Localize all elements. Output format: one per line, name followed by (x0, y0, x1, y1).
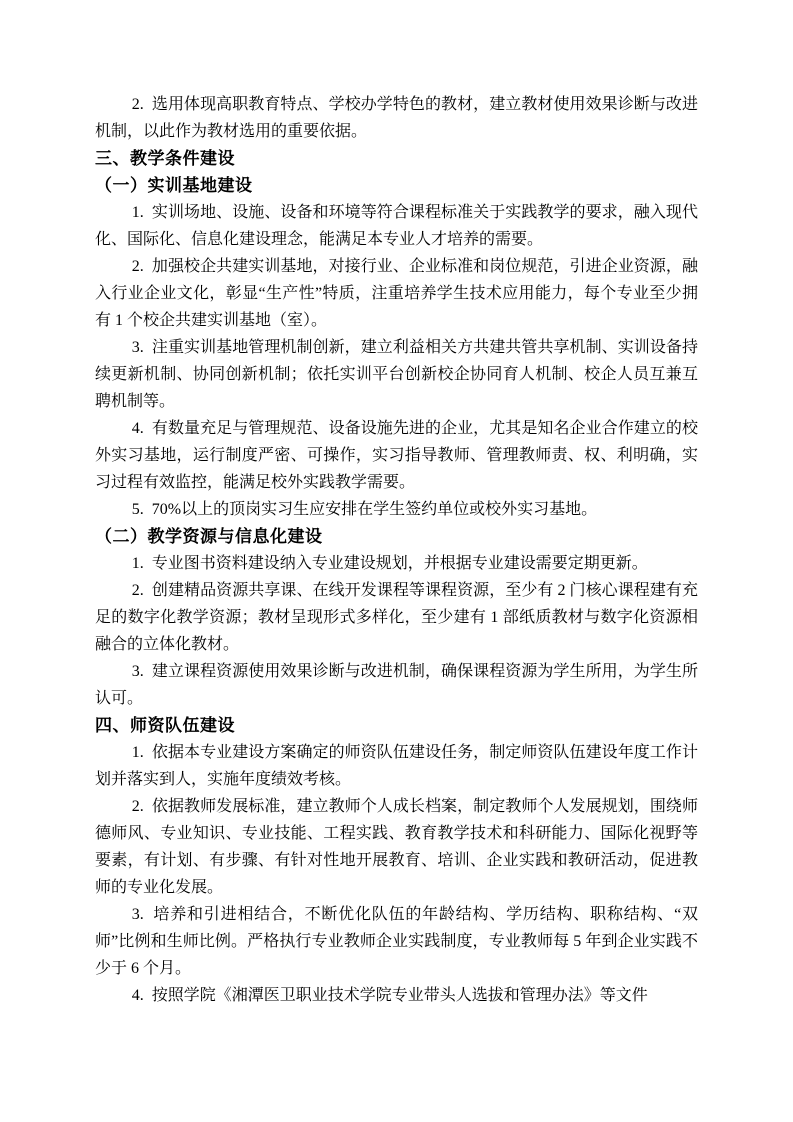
para-training-base-item-5: 5. 70%以上的顶岗实习生应安排在学生签约单位或校外实习基地。 (131, 501, 598, 518)
heading-section-3-teaching-conditions: 三、教学条件建设 (95, 149, 235, 168)
heading-sub-2-teaching-resources: （二）教学资源与信息化建设 (95, 527, 323, 546)
para-textbook-selection-continued: 2. 选用体现高职教育特点、学校办学特色的教材，建立教材使用效果诊断与改进机制，以此作为教材选用的重要依据。 (95, 96, 698, 140)
heading-sub-1-training-base: （一）实训基地建设 (95, 176, 253, 195)
para-resources-item-2: 2. 创建精品资源共享课、在线开发课程等课程资源，至少有 2 门核心课程建有充足的数字化教学资源；教材呈现形式多样化，至少建有 1 部纸质教材与数字化资源相融合的立体化教材。 (95, 582, 698, 653)
para-resources-item-1: 1. 专业图书资料建设纳入专业建设规划，并根据专业建设需要定期更新。 (131, 555, 648, 572)
para-training-base-item-2: 2. 加强校企共建实训基地，对接行业、企业标准和岗位规范，引进企业资源，融入行业企业文化，彰显“生产性”特质，注重培养学生技术应用能力，每个专业至少拥有 1 个校企共建实训基地（室）。 (95, 258, 698, 329)
para-training-base-item-3: 3. 注重实训基地管理机制创新，建立利益相关方共建共管共享机制、实训设备持续更新机制、协同创新机制；依托实训平台创新校企协同育人机制、校企人员互兼互聘机制等。 (95, 339, 698, 410)
para-training-base-item-4: 4. 有数量充足与管理规范、设备设施先进的企业，尤其是知名企业合作建立的校外实习基地，运行制度严密、可操作，实习指导教师、管理教师责、权、利明确，实习过程有效监控，能满足校外实践教学需要。 (95, 420, 698, 491)
heading-section-4-faculty-team: 四、师资队伍建设 (95, 716, 235, 735)
para-faculty-item-4-continued: 4. 按照学院《湘潭医卫职业技术学院专业带头人选拔和管理办法》等文件 (131, 987, 648, 1004)
para-training-base-item-1: 1. 实训场地、设施、设备和环境等符合课程标准关于实践教学的要求，融入现代化、国际化、信息化建设理念，能满足本专业人才培养的需要。 (95, 204, 698, 248)
para-faculty-item-2: 2. 依据教师发展标准，建立教师个人成长档案，制定教师个人发展规划，围绕师德师风、专业知识、专业技能、工程实践、教育教学技术和科研能力、国际化视野等要素，有计划、有步骤、有针对性地开展教育、培训、企业实践和教研活动，促进教师的专业化发展。 (95, 798, 698, 896)
para-faculty-item-1: 1. 依据本专业建设方案确定的师资队伍建设任务，制定师资队伍建设年度工作计划并落实到人，实施年度绩效考核。 (95, 744, 698, 788)
para-resources-item-3: 3. 建立课程资源使用效果诊断与改进机制，确保课程资源为学生所用，为学生所认可。 (95, 663, 698, 707)
para-faculty-item-3: 3. 培养和引进相结合，不断优化队伍的年龄结构、学历结构、职称结构、“双师”比例和生师比例。严格执行专业教师企业实践制度，专业教师每 5 年到企业实践不少于 6 个月。 (95, 906, 698, 977)
